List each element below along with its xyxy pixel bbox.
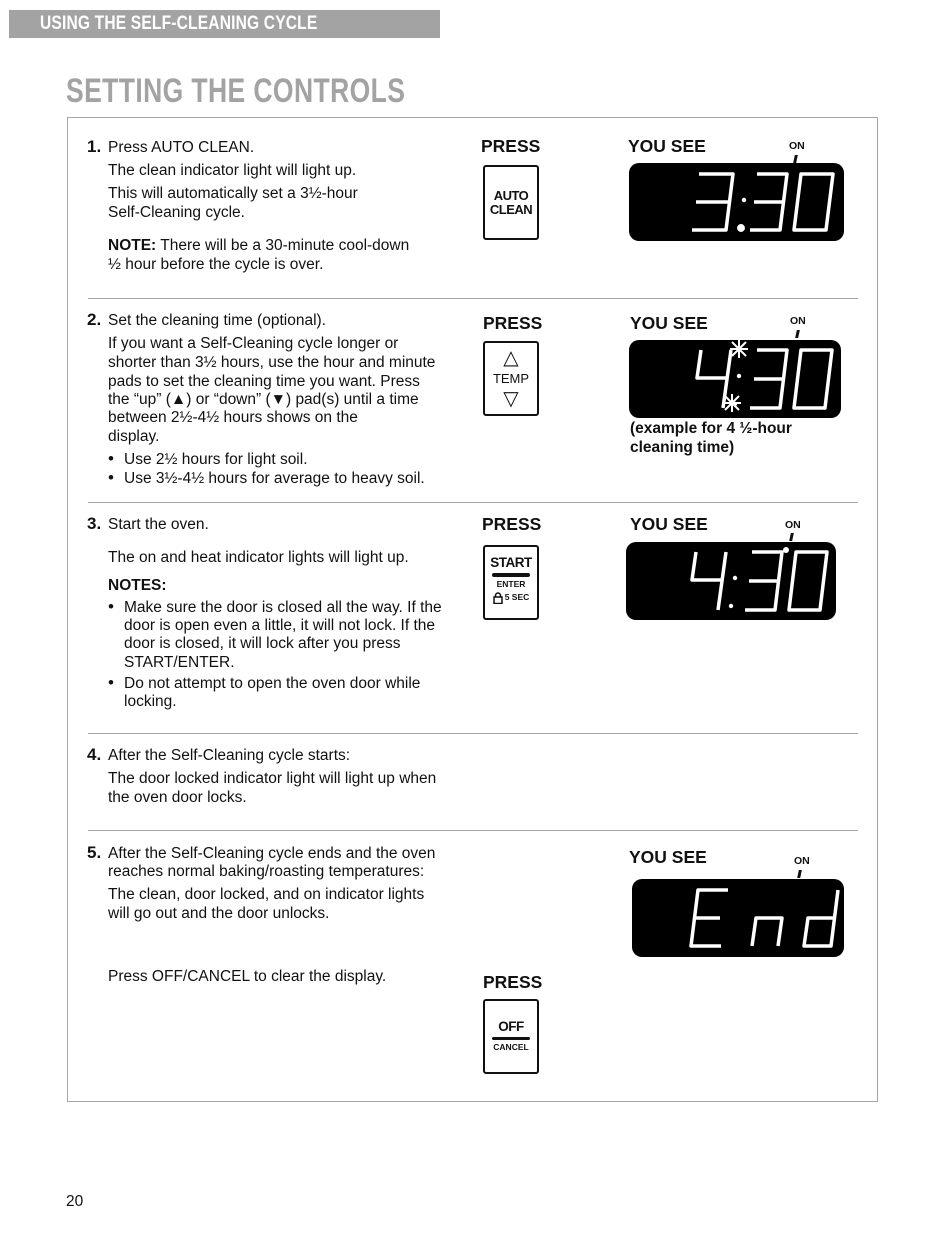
step-number: 1. xyxy=(87,137,102,156)
display-digits xyxy=(632,879,844,957)
step-text: This will automatically set a 3½-hour xyxy=(108,185,358,202)
section-header-text: USING THE SELF-CLEANING CYCLE xyxy=(40,13,318,34)
notes-label: NOTES: xyxy=(108,577,167,594)
step-text: Self-Cleaning cycle. xyxy=(108,204,245,221)
step-text: between 2½-4½ hours shows on the xyxy=(108,409,358,426)
step-number: 3. xyxy=(87,514,102,533)
lock-hint xyxy=(493,592,530,604)
bullet-text: door is open even a little, it will not lock. If the xyxy=(124,617,436,634)
step-text: Press OFF/CANCEL to clear the display. xyxy=(108,968,387,985)
button-label: CLEAN xyxy=(489,201,533,217)
you-see-label: YOU SEE xyxy=(628,136,706,156)
step-text: Set the cleaning time (optional). xyxy=(108,312,326,329)
on-indicator-label: ON xyxy=(785,519,801,531)
step-text: The clean indicator light will light up. xyxy=(108,162,357,179)
divider xyxy=(88,733,858,734)
button-bar xyxy=(492,573,530,577)
button-label: AUTO xyxy=(493,187,529,203)
up-arrow-icon: △ xyxy=(503,347,519,369)
section-header-bar xyxy=(9,10,440,38)
button-label: START xyxy=(490,555,532,570)
step-text: The door locked indicator light will light up when xyxy=(108,770,437,787)
step-text: After the Self-Cleaning cycle starts: xyxy=(108,747,351,764)
bullet-item: • Do not attempt to open the oven door while xyxy=(124,674,420,693)
step-number: 5. xyxy=(87,843,102,862)
bullet-item: • Make sure the door is closed all the way. If the xyxy=(124,598,442,617)
press-label: PRESS xyxy=(481,136,541,156)
display-caption: (example for 4 ½-hour xyxy=(630,420,792,437)
button-label: TEMP xyxy=(492,370,530,386)
lock-icon xyxy=(493,592,503,604)
auto-clean-button[interactable] xyxy=(483,165,539,240)
button-bar xyxy=(492,1037,530,1041)
step-text: pads to set the cleaning time you want. Press xyxy=(108,373,420,390)
on-indicator-label: ON xyxy=(794,855,810,867)
on-indicator-label: ON xyxy=(790,315,806,327)
bullet-text: START/ENTER. xyxy=(124,654,235,671)
note-text: ½ hour before the cycle is over. xyxy=(108,256,324,273)
oven-display xyxy=(629,163,844,241)
display-digits xyxy=(629,340,841,418)
page-number: 20 xyxy=(66,1193,84,1210)
button-sublabel: CANCEL xyxy=(493,1042,529,1053)
display-digits xyxy=(629,163,844,241)
step-text: will go out and the door unlocks. xyxy=(108,905,330,922)
press-label: PRESS xyxy=(482,514,542,534)
press-label: PRESS xyxy=(483,972,543,992)
note-text: There will be a 30-minute cool-down xyxy=(156,237,410,254)
on-indicator-label: ON xyxy=(789,140,805,152)
step-number: 4. xyxy=(87,745,102,764)
temp-button[interactable] xyxy=(483,341,539,416)
bullet-text: door is closed, it will lock after you press xyxy=(124,635,401,652)
button-label: OFF xyxy=(498,1018,524,1034)
step-text: The on and heat indicator lights will light up. xyxy=(108,549,409,566)
step-text: The clean, door locked, and on indicator lights xyxy=(108,886,425,903)
step-text: Press AUTO CLEAN. xyxy=(108,139,255,156)
down-arrow-icon: ▽ xyxy=(503,388,519,410)
note xyxy=(108,236,409,255)
you-see-label: YOU SEE xyxy=(629,847,707,867)
display-caption: cleaning time) xyxy=(630,439,735,456)
button-sublabel: ENTER xyxy=(496,578,526,589)
step-text: If you want a Self-Cleaning cycle longer or xyxy=(108,335,399,352)
step-text: reaches normal baking/roasting temperatures: xyxy=(108,863,425,880)
divider xyxy=(88,502,858,503)
step-text: the “up” (▲) or “down” (▼) pad(s) until a time xyxy=(108,391,419,408)
bullet-text: locking. xyxy=(124,693,177,710)
step-text: the oven door locks. xyxy=(108,789,247,806)
off-cancel-button[interactable] xyxy=(483,999,539,1074)
step-text: Start the oven. xyxy=(108,516,209,533)
you-see-label: YOU SEE xyxy=(630,514,708,534)
page-title: SETTING THE CONTROLS xyxy=(66,72,406,110)
display-digits xyxy=(626,542,836,620)
step-text: After the Self-Cleaning cycle ends and the oven xyxy=(108,845,436,862)
oven-display xyxy=(629,340,841,418)
start-enter-button[interactable] xyxy=(483,545,539,620)
divider xyxy=(88,830,858,831)
step-text: shorter than 3½ hours, use the hour and minute xyxy=(108,354,436,371)
bullet-item: • Use 2½ hours for light soil. xyxy=(124,450,308,469)
lock-hint-text: 5 SEC xyxy=(504,592,530,602)
step-number: 2. xyxy=(87,310,102,329)
bullet-item: • Use 3½-4½ hours for average to heavy soil. xyxy=(124,469,425,488)
oven-display xyxy=(626,542,836,620)
oven-display xyxy=(632,879,844,957)
press-label: PRESS xyxy=(483,313,543,333)
you-see-label: YOU SEE xyxy=(630,313,708,333)
divider xyxy=(88,298,858,299)
note-label: NOTE: xyxy=(108,237,157,254)
step-text: display. xyxy=(108,428,160,445)
